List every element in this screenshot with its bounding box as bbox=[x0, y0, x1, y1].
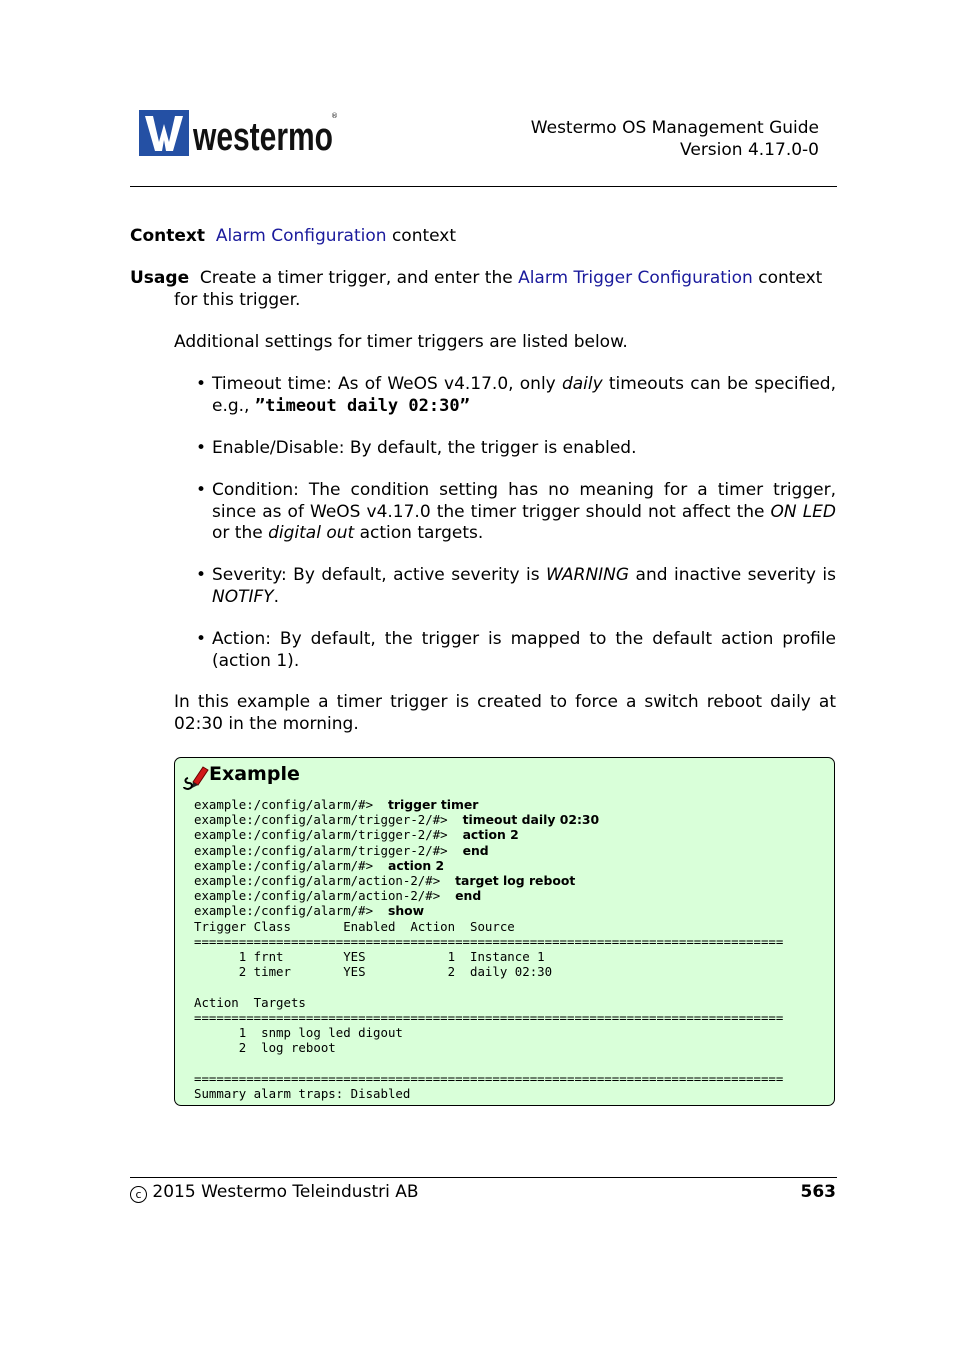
usage-line bbox=[130, 268, 837, 290]
code-command: action 2 bbox=[387, 857, 445, 873]
guide-version: Version 4.17.0-0 bbox=[680, 140, 819, 160]
code-prompt: =============================================================================== bbox=[194, 933, 784, 949]
code-prompt: example:/config/alarm/trigger-2/#> bbox=[194, 812, 463, 828]
code-prompt: example:/config/alarm/#> bbox=[194, 857, 388, 873]
code-line bbox=[194, 888, 783, 903]
code-prompt: Summary alarm traps: Disabled bbox=[194, 1085, 411, 1101]
code-line bbox=[194, 903, 783, 918]
intro-paragraph: Additional settings for timer triggers are listed below. bbox=[174, 332, 628, 352]
bullet-dot: • bbox=[196, 629, 207, 649]
code-prompt: Action Targets bbox=[194, 994, 306, 1010]
bullet-condition: Condition: The condition setting has no meaning for a timer trigger, since as of WeOS v4.17.0 the timer trigger should not affect the ON LED or the digital out action targets. bbox=[212, 480, 836, 543]
bullet-dot: • bbox=[196, 374, 207, 394]
code-prompt: 1 snmp log led digout bbox=[194, 1025, 403, 1041]
code-line bbox=[194, 1010, 783, 1025]
code-line bbox=[194, 934, 783, 949]
code-prompt: 2 log reboot bbox=[194, 1040, 336, 1056]
code-prompt: 2 timer YES 2 daily 02:30 bbox=[194, 964, 553, 980]
bullet-dot: • bbox=[196, 480, 207, 500]
code-line bbox=[194, 873, 783, 888]
code-line bbox=[194, 827, 783, 842]
code-line bbox=[194, 995, 783, 1010]
code-line bbox=[194, 843, 783, 858]
guide-title: Westermo OS Management Guide bbox=[530, 118, 819, 138]
context-line bbox=[130, 226, 456, 248]
code-command: action 2 bbox=[462, 827, 519, 843]
code-prompt: =============================================================================== bbox=[194, 1070, 784, 1086]
code-line bbox=[194, 797, 783, 812]
westermo-logo bbox=[139, 110, 339, 156]
example-title: Example bbox=[209, 763, 300, 785]
code-prompt: Trigger Class Enabled Action Source bbox=[194, 918, 515, 934]
timeout-code: ”timeout daily 02:30” bbox=[254, 395, 470, 416]
code-command: trigger timer bbox=[387, 797, 479, 812]
code-command: end bbox=[455, 888, 482, 904]
bullet-severity: Severity: By default, active severity is WARNING and inactive severity is NOTIFY. bbox=[212, 565, 837, 607]
code-line bbox=[194, 1025, 783, 1040]
code-prompt: example:/config/alarm/action-2/#> bbox=[194, 873, 456, 889]
example-code bbox=[194, 797, 783, 1101]
code-prompt: 1 frnt YES 1 Instance 1 bbox=[194, 949, 545, 965]
bullet-action: Action: By default, the trigger is mapped to the default action profile (action 1). bbox=[212, 629, 836, 671]
code-prompt: example:/config/alarm/#> bbox=[194, 903, 388, 919]
bullet-dot: • bbox=[196, 565, 207, 585]
footer-rule bbox=[130, 1177, 837, 1178]
svg-text:westermo: westermo bbox=[192, 115, 333, 156]
code-line bbox=[194, 919, 783, 934]
code-line bbox=[194, 812, 783, 827]
code-command: end bbox=[462, 842, 489, 858]
copyright-text: 2015 Westermo Teleindustri AB bbox=[152, 1182, 419, 1202]
code-line bbox=[194, 949, 783, 964]
code-command: show bbox=[387, 903, 425, 919]
example-intro: In this example a timer trigger is created to force a switch reboot daily at 02:30 in the morning. bbox=[174, 692, 836, 734]
usage-line-2: for this trigger. bbox=[174, 290, 301, 310]
alarm-configuration-link[interactable]: Alarm Configuration bbox=[215, 226, 387, 246]
header-title-block bbox=[531, 117, 819, 161]
context-label: Context bbox=[130, 226, 206, 246]
bullet-enable: Enable/Disable: By default, the trigger is enabled. bbox=[212, 438, 637, 458]
code-line bbox=[194, 858, 783, 873]
code-line bbox=[194, 1086, 783, 1101]
code-prompt: example:/config/alarm/trigger-2/#> bbox=[194, 842, 463, 858]
usage-label: Usage bbox=[130, 268, 190, 288]
context-suffix: context bbox=[386, 226, 457, 246]
copyright-icon: c bbox=[130, 1186, 147, 1203]
code-prompt: example:/config/alarm/trigger-2/#> bbox=[194, 827, 463, 843]
page-number: 563 bbox=[800, 1182, 836, 1202]
code-line bbox=[194, 979, 783, 994]
code-prompt bbox=[194, 979, 201, 994]
code-line bbox=[194, 1055, 783, 1070]
usage-text: Create a timer trigger, and enter the bbox=[199, 268, 519, 288]
svg-text:®: ® bbox=[331, 112, 338, 120]
code-line bbox=[194, 1071, 783, 1086]
header-rule bbox=[130, 186, 837, 187]
usage-text-post: context bbox=[752, 268, 823, 288]
code-prompt: example:/config/alarm/action-2/#> bbox=[194, 888, 456, 904]
example-box bbox=[174, 757, 835, 1106]
code-prompt bbox=[194, 1055, 201, 1070]
code-command: target log reboot bbox=[455, 873, 576, 889]
code-line bbox=[194, 1040, 783, 1055]
bullet-dot: • bbox=[196, 438, 207, 458]
code-prompt: example:/config/alarm/#> bbox=[194, 797, 388, 812]
footer-copyright bbox=[130, 1182, 419, 1204]
code-prompt: =============================================================================== bbox=[194, 1009, 784, 1025]
code-line bbox=[194, 964, 783, 979]
alarm-trigger-configuration-link[interactable]: Alarm Trigger Configuration bbox=[518, 268, 753, 288]
code-command: timeout daily 02:30 bbox=[462, 812, 600, 828]
pen-icon bbox=[183, 764, 209, 792]
bullet-timeout: Timeout time: As of WeOS v4.17.0, only daily timeouts can be specified, e.g., ”timeout daily 02:30” bbox=[212, 374, 836, 416]
